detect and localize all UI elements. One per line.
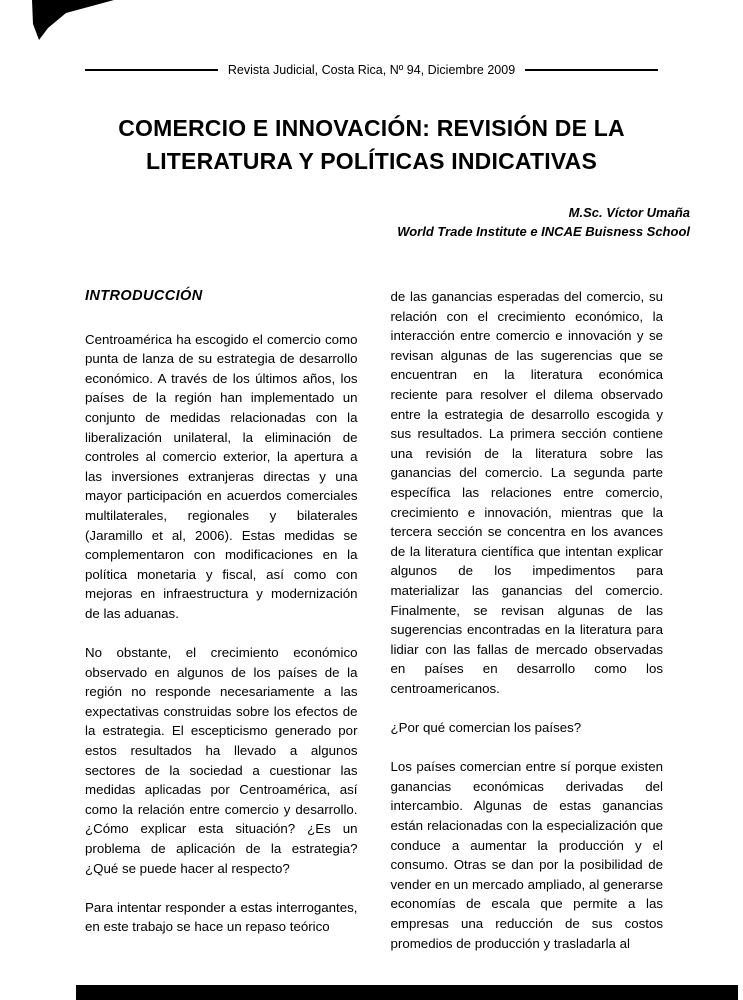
article-title-line-2: LITERATURA Y POLÍTICAS INDICATIVAS bbox=[145, 148, 598, 174]
journal-header-text: Revista Judicial, Costa Rica, Nº 94, Diciembre 2009 bbox=[227, 63, 516, 77]
section-heading-introduccion: INTRODUCCIÓN bbox=[85, 288, 203, 304]
header-rule-left bbox=[85, 69, 218, 71]
article-title-line-1: COMERCIO E INNOVACIÓN: REVISIÓN DE LA bbox=[118, 115, 625, 141]
paragraph: Los países comercian entre sí porque existen ganancias económicas derivadas del intercambio. Algunas de estas ganancias están relacionadas con la especialización que conduce a aumentar la producción y el consumo. Otras se dan por la posibilidad de vender en un mercado ampliado, al generarse economías de escala que permite a las empresas una reducción de sus costos promedios de producción y trasladarla al bbox=[390, 759, 663, 951]
paragraph: No obstante, el crecimiento económico observado en algunos de los países de la región no responde necesariamente a las expectativas construidas sobre los efectos de la estrategia. El escepticismo generado por estos resultados ha llevado a algunos sectores de la sociedad a cuestionar las medidas aplicadas por Centroamérica, así como la relación entre comercio y desarrollo. ¿Cómo explicar esta situación? ¿Es un problema de aplicación de la estrategia? ¿Qué se puede hacer al respecto? bbox=[85, 645, 358, 876]
right-column bbox=[391, 287, 664, 953]
article-body bbox=[85, 287, 663, 953]
author-name: M.Sc. Víctor Umaña bbox=[568, 205, 690, 220]
paragraph: Centroamérica ha escogido el comercio como punta de lanza de su estrategia de desarrollo económico. A través de los últimos años, los países de la región han implementado un conjunto de medidas relacionadas con la liberalización unilateral, la eliminación de controles al comercio exterior, la apertura a las inversiones extranjeras directas y una mayor participación en acuerdos comerciales multilaterales, regionales y bilaterales (Jaramillo et al, 2006). Estas medidas se complementaron con modificaciones en la política monetaria y fiscal, así como con mejoras en infraestructura y modernización de las aduanas. bbox=[85, 331, 358, 621]
scan-artifact-bottom bbox=[76, 985, 738, 1000]
article-title bbox=[0, 112, 743, 178]
scan-artifact-top-left bbox=[30, 0, 116, 42]
paragraph: Para intentar responder a estas interrogantes, en este trabajo se hace un repaso teórico bbox=[85, 899, 358, 935]
author-block bbox=[0, 204, 690, 241]
journal-header bbox=[85, 62, 658, 78]
paragraph: de las ganancias esperadas del comercio, su relación con el crecimiento económico, la interacción entre comercio e innovación y se revisan algunas de las sugerencias que se encuentran en la literatura económica reciente para resolver el dilema observado entre la estrategia de desarrollo escogida y sus resultados. La primera sección contiene una revisión de la literatura sobre las ganancias del comercio. La segunda parte específica las relaciones entre comercio, crecimiento e innovación, mientras que la tercera sección se concentra en los avances de la literatura científica que intentan explicar algunos de los impedimentos para materializar las ganancias del comercio. Finalmente, se revisan algunas de las sugerencias encontradas en la literatura para lidiar con las fallas de mercado observadas en países en desarrollo como los centroamericanos. bbox=[390, 289, 663, 696]
author-affiliation: World Trade Institute e INCAE Buisness School bbox=[397, 223, 690, 239]
left-column bbox=[85, 287, 358, 953]
header-rule-right bbox=[525, 69, 658, 71]
subsection-question: ¿Por qué comercian los países? bbox=[390, 720, 582, 736]
